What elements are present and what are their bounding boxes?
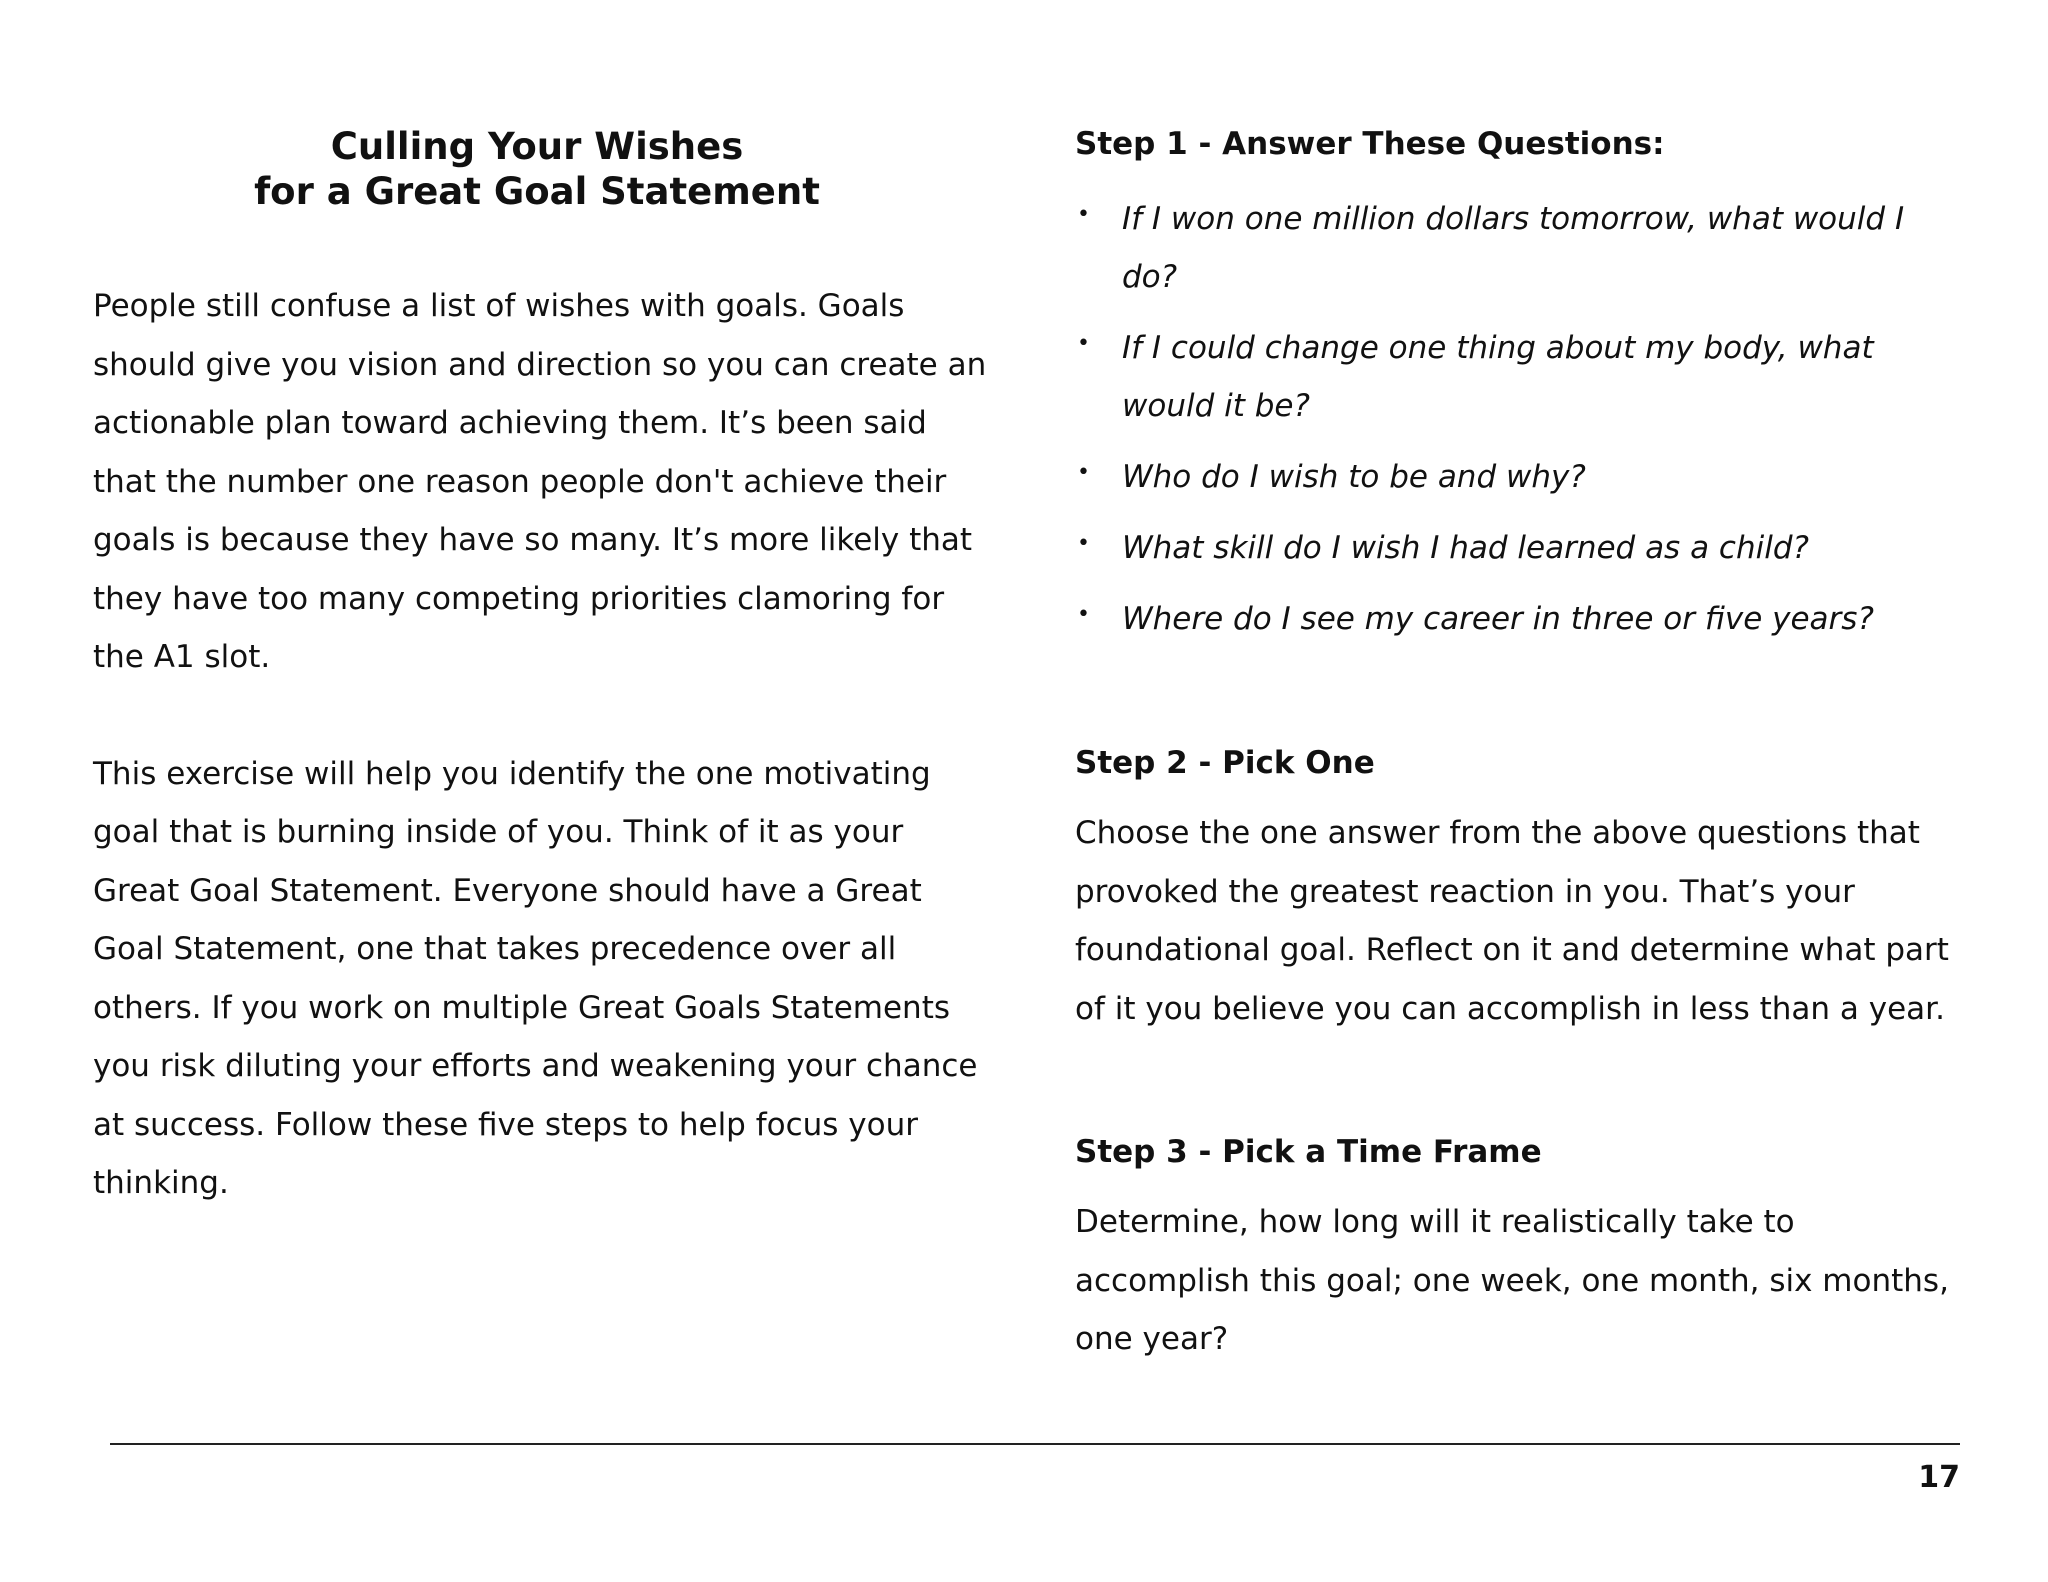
intro-paragraph-2: This exercise will help you identify the one motivating goal that is burning inside of you. Think of it as your Great Goal Statement. Everyone should have a Great Goal Statement, one that takes precedence over all others. If you work on multiple Great Goals Statements you risk diluting your efforts and weakening your chance at success. Follow these five steps to help focus your thinking. xyxy=(93,755,978,1201)
list-item xyxy=(1075,448,1965,506)
step-3-body: Determine, how long will it realistically take to accomplish this goal; one week, one month, six months, one year? xyxy=(1075,1204,1949,1357)
bullet-icon: • xyxy=(1077,331,1090,356)
list-item xyxy=(1075,519,1965,577)
page-title-line-1: Culling Your Wishes xyxy=(330,125,744,168)
intro-section xyxy=(93,277,993,1213)
step-2-body: Choose the one answer from the above questions that provoked the greatest reaction in you. That’s your foundational goal. Reflect on it and determine what part of it you believe you can accomplish in less than a year. xyxy=(1075,815,1949,1027)
bullet-icon: • xyxy=(1077,602,1090,627)
list-item xyxy=(1075,590,1965,648)
step-1-question-list xyxy=(1075,190,1965,661)
intro-paragraph-1: People still confuse a list of wishes with goals. Goals should give you vision and direction so you can create an actionable plan toward achieving them. It’s been said that the number one reason people don't achieve their goals is because they have so many. It’s more likely that they have too many competing priorities clamoring for the A1 slot. xyxy=(93,288,987,675)
question-text: What skill do I wish I had learned as a child? xyxy=(1122,530,1809,566)
page-title-line-2: for a Great Goal Statement xyxy=(254,170,820,213)
list-item xyxy=(1075,190,1965,306)
list-item xyxy=(1075,319,1965,435)
page-number: 17 xyxy=(1918,1460,1960,1495)
question-text: Who do I wish to be and why? xyxy=(1122,459,1586,495)
bullet-icon: • xyxy=(1077,460,1090,485)
question-text: If I could change one thing about my body, what would it be? xyxy=(1122,330,1874,424)
question-text: If I won one million dollars tomorrow, what would I do? xyxy=(1122,201,1905,295)
page-title xyxy=(92,124,982,214)
bullet-icon: • xyxy=(1077,202,1090,227)
bullet-icon: • xyxy=(1077,531,1090,556)
step-1-heading: Step 1 - Answer These Questions: xyxy=(1075,126,1665,162)
step-3-heading: Step 3 - Pick a Time Frame xyxy=(1075,1134,1542,1170)
footer-divider xyxy=(110,1443,1960,1445)
step-2-heading: Step 2 - Pick One xyxy=(1075,745,1375,781)
question-text: Where do I see my career in three or five years? xyxy=(1122,601,1874,637)
